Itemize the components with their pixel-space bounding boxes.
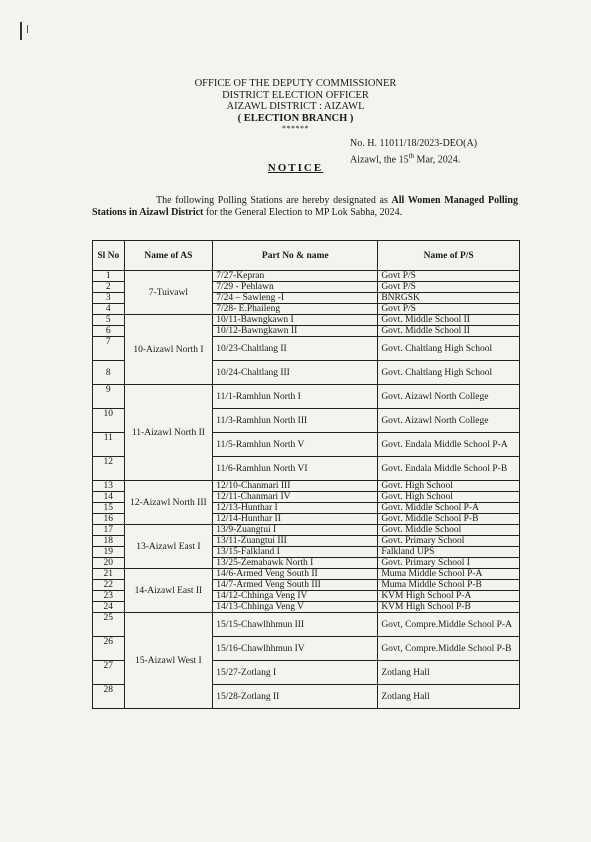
- serial-cell: 24: [93, 602, 125, 613]
- table-row: [93, 481, 520, 492]
- serial-cell: 1: [93, 271, 125, 282]
- as-cell: 13-Aizawl East I: [124, 525, 213, 569]
- part-cell: 14/6-Armed Veng South II: [213, 569, 378, 580]
- part-cell: 12/14-Hunthar II: [213, 514, 378, 525]
- part-cell: 12/10-Chanmari III: [213, 481, 378, 492]
- station-name-cell: Govt. High School: [378, 492, 520, 503]
- table-row: [93, 315, 520, 326]
- part-cell: 14/12-Chhinga Veng IV: [213, 591, 378, 602]
- station-name-cell: Govt P/S: [378, 282, 520, 293]
- station-name-cell: Govt. Middle School P-B: [378, 514, 520, 525]
- letterhead: [0, 78, 591, 133]
- part-cell: 12/13-Hunthar I: [213, 503, 378, 514]
- station-name-cell: Govt. Middle School II: [378, 326, 520, 337]
- station-name-cell: Govt. Chaltlang High School: [378, 361, 520, 385]
- serial-cell: 21: [93, 569, 125, 580]
- part-cell: 11/6-Ramhlun North VI: [213, 457, 378, 481]
- table-row: [93, 385, 520, 409]
- serial-cell: 19: [93, 547, 125, 558]
- serial-cell: 16: [93, 514, 125, 525]
- as-cell: 15-Aizawl West I: [124, 613, 213, 709]
- station-name-cell: KVM High School P-B: [378, 602, 520, 613]
- part-cell: 14/7-Armed Veng South III: [213, 580, 378, 591]
- table-row: [93, 271, 520, 282]
- station-name-cell: Govt, Compre.Middle School P-B: [378, 637, 520, 661]
- scan-mark: [20, 22, 22, 40]
- station-name-cell: Zotlang Hall: [378, 661, 520, 685]
- station-name-cell: Muma Middle School P-B: [378, 580, 520, 591]
- part-cell: 7/24 – Sawleng -I: [213, 293, 378, 304]
- station-name-cell: Govt. Chaltlang High School: [378, 337, 520, 361]
- serial-cell: 26: [93, 637, 125, 661]
- station-name-cell: Govt. High School: [378, 481, 520, 492]
- station-name-cell: Govt. Aizawl North College: [378, 385, 520, 409]
- serial-cell: 7: [93, 337, 125, 361]
- part-cell: 10/23-Chaltlang II: [213, 337, 378, 361]
- serial-cell: 12: [93, 457, 125, 481]
- serial-cell: 6: [93, 326, 125, 337]
- stars-divider: ******: [282, 124, 309, 133]
- serial-cell: 10: [93, 409, 125, 433]
- station-name-cell: Govt, Compre.Middle School P-A: [378, 613, 520, 637]
- station-name-cell: BNRGSK: [378, 293, 520, 304]
- branch-title: ( ELECTION BRANCH ): [237, 112, 354, 124]
- as-cell: 14-Aizawl East II: [124, 569, 213, 613]
- serial-cell: 5: [93, 315, 125, 326]
- part-cell: 15/27-Zotlang I: [213, 661, 378, 685]
- part-cell: 14/13-Chhinga Veng V: [213, 602, 378, 613]
- serial-cell: 8: [93, 361, 125, 385]
- header-ps: Name of P/S: [378, 241, 520, 271]
- serial-cell: 23: [93, 591, 125, 602]
- part-cell: 13/15-Falkland I: [213, 547, 378, 558]
- reference-number: No. H. 11011/18/2023-DEO(A): [350, 138, 478, 149]
- serial-cell: 13: [93, 481, 125, 492]
- part-cell: 7/28- E.Phaileng: [213, 304, 378, 315]
- station-name-cell: Govt. Middle School: [378, 525, 520, 536]
- part-cell: 10/12-Bawngkawn II: [213, 326, 378, 337]
- part-cell: 15/15-Chawlhhmun III: [213, 613, 378, 637]
- part-cell: 7/27-Kepran: [213, 271, 378, 282]
- notice-paragraph: The following Polling Stations are hereby designated as All Women Managed Polling Stations in Aizawl District for the General Election to MP Lok Sabha, 2024.: [92, 195, 518, 218]
- station-name-cell: Govt. Middle School P-A: [378, 503, 520, 514]
- station-name-cell: KVM High School P-A: [378, 591, 520, 602]
- serial-cell: 27: [93, 661, 125, 685]
- notice-title: NOTICE: [267, 162, 324, 174]
- as-cell: 10-Aizawl North I: [124, 315, 213, 385]
- station-name-cell: Govt. Endala Middle School P-A: [378, 433, 520, 457]
- station-name-cell: Govt. Middle School II: [378, 315, 520, 326]
- header-sl: Sl No: [93, 241, 125, 271]
- as-cell: 11-Aizawl North II: [124, 385, 213, 481]
- part-cell: 7/29 - Pehlawn: [213, 282, 378, 293]
- station-name-cell: Govt P/S: [378, 271, 520, 282]
- header-part: Part No & name: [213, 241, 378, 271]
- table-header-row: [93, 241, 520, 271]
- polling-stations-table: [92, 240, 520, 709]
- serial-cell: 25: [93, 613, 125, 637]
- serial-cell: 22: [93, 580, 125, 591]
- station-name-cell: Muma Middle School P-A: [378, 569, 520, 580]
- station-name-cell: Zotlang Hall: [378, 685, 520, 709]
- part-cell: 13/11-Zuangtui III: [213, 536, 378, 547]
- station-name-cell: Govt P/S: [378, 304, 520, 315]
- as-cell: 12-Aizawl North III: [124, 481, 213, 525]
- part-cell: 11/1-Ramhlun North I: [213, 385, 378, 409]
- part-cell: 11/5-Ramhlun North V: [213, 433, 378, 457]
- part-cell: 15/16-Chawlhhmun IV: [213, 637, 378, 661]
- serial-cell: 11: [93, 433, 125, 457]
- table-row: [93, 525, 520, 536]
- serial-cell: 20: [93, 558, 125, 569]
- serial-cell: 28: [93, 685, 125, 709]
- table-row: [93, 569, 520, 580]
- header-as: Name of AS: [124, 241, 213, 271]
- serial-cell: 15: [93, 503, 125, 514]
- serial-cell: 2: [93, 282, 125, 293]
- office-title: OFFICE OF THE DEPUTY COMMISSIONER: [194, 78, 397, 89]
- part-cell: 13/25-Zemabawk North I: [213, 558, 378, 569]
- serial-cell: 17: [93, 525, 125, 536]
- part-cell: 10/24-Chaltlang III: [213, 361, 378, 385]
- part-cell: 15/28-Zotlang II: [213, 685, 378, 709]
- officer-title: DISTRICT ELECTION OFFICER: [222, 89, 369, 101]
- district-title: AIZAWL DISTRICT : AIZAWL: [226, 101, 365, 112]
- part-cell: 13/9-Zuangtui I: [213, 525, 378, 536]
- part-cell: 12/11-Chanmari IV: [213, 492, 378, 503]
- serial-cell: 4: [93, 304, 125, 315]
- part-cell: 11/3-Ramhlun North III: [213, 409, 378, 433]
- serial-cell: 18: [93, 536, 125, 547]
- reference-date: Aizawl, the 15th Mar, 2024.: [350, 152, 461, 166]
- station-name-cell: Govt. Aizawl North College: [378, 409, 520, 433]
- station-name-cell: Govt. Primary School: [378, 536, 520, 547]
- scan-mark-small: [27, 25, 28, 33]
- station-name-cell: Govt. Primary School I: [378, 558, 520, 569]
- serial-cell: 9: [93, 385, 125, 409]
- station-name-cell: Falkland UPS: [378, 547, 520, 558]
- table-row: [93, 613, 520, 637]
- station-name-cell: Govt. Endala Middle School P-B: [378, 457, 520, 481]
- part-cell: 10/11-Bawngkawn I: [213, 315, 378, 326]
- serial-cell: 14: [93, 492, 125, 503]
- serial-cell: 3: [93, 293, 125, 304]
- as-cell: 7-Tuivawl: [124, 271, 213, 315]
